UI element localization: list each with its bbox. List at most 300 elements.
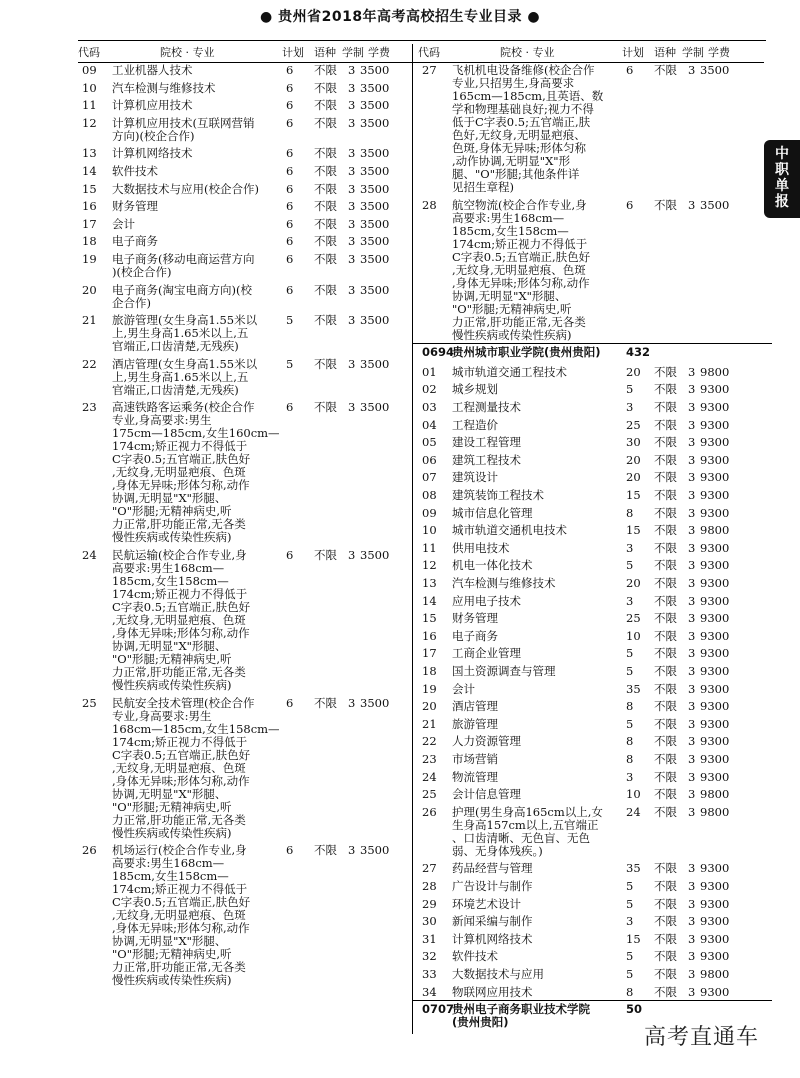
name-cell: 护理(男生身高165cm以上,女 生身高157cm以上,五官端正 、口齿清晰、无色盲、无色 弱、无身体残疾。) [452, 804, 603, 858]
code-cell: 28 [422, 197, 437, 212]
plan-cell: 3 [626, 540, 634, 555]
years-cell: 3 [348, 115, 356, 130]
section-tab [764, 140, 800, 218]
fee-cell: 3500 [360, 181, 390, 196]
years-cell: 3 [688, 417, 696, 432]
watermark: 高考直通车 [644, 1025, 760, 1050]
code-cell: 17 [422, 646, 437, 661]
code-cell: 24 [82, 548, 97, 562]
lang-cell: 不限 [654, 949, 677, 964]
plan-cell: 6 [626, 197, 634, 212]
lang-cell: 不限 [314, 63, 337, 77]
code-cell: 20 [422, 699, 437, 714]
name-cell: 电子商务 [112, 234, 158, 249]
years-cell: 3 [688, 734, 696, 749]
years-cell: 3 [348, 843, 356, 858]
lang-cell: 不限 [314, 164, 337, 178]
name-cell: 会计 [112, 216, 135, 231]
fee-cell: 9300 [700, 752, 730, 766]
years-cell: 3 [688, 861, 696, 876]
years-cell: 3 [348, 216, 356, 231]
plan-cell: 30 [626, 435, 641, 450]
code-cell: 27 [422, 63, 437, 77]
code-cell: 24 [422, 769, 437, 784]
code-cell: 12 [422, 558, 437, 573]
fee-cell: 9800 [700, 804, 730, 819]
name-cell: 计算机网络技术 [112, 146, 193, 161]
code-cell: 31 [422, 931, 437, 946]
fee-cell: 9300 [700, 734, 730, 749]
years-cell: 3 [688, 540, 696, 555]
plan-cell: 6 [286, 80, 294, 95]
code-cell: 22 [82, 356, 97, 371]
lang-cell: 不限 [654, 861, 677, 876]
plan-cell: 6 [286, 164, 294, 178]
fee-cell: 3500 [360, 282, 390, 297]
fee-cell: 3500 [360, 115, 390, 130]
lang-cell: 不限 [314, 181, 337, 196]
col-fee-header: 学费 [708, 46, 730, 59]
lang-cell: 不限 [314, 199, 337, 214]
plan-cell: 15 [626, 523, 641, 538]
col-years-header: 学制 [682, 46, 704, 59]
col-name-header: 院校 · 专业 [160, 46, 215, 59]
lang-cell: 不限 [654, 914, 677, 929]
code-cell: 03 [422, 400, 437, 414]
fee-cell: 9300 [700, 400, 730, 414]
code-cell: 09 [422, 505, 437, 520]
fee-cell: 9300 [700, 628, 730, 643]
lang-cell: 不限 [654, 593, 677, 608]
lang-cell: 不限 [654, 804, 677, 819]
code-cell: 10 [422, 523, 437, 538]
years-cell: 3 [688, 769, 696, 784]
code-cell: 17 [82, 216, 97, 231]
name-cell: 汽车检测与维修技术 [452, 576, 556, 590]
code-cell: 25 [422, 787, 437, 802]
lang-cell: 不限 [654, 699, 677, 714]
fee-cell: 3500 [360, 146, 390, 161]
plan-cell: 8 [626, 699, 634, 714]
col-code-header: 代码 [418, 46, 440, 59]
lang-cell: 不限 [314, 115, 337, 130]
lang-cell: 不限 [654, 628, 677, 643]
code-cell: 19 [422, 681, 437, 696]
fee-cell: 3500 [360, 548, 390, 562]
college-rule [412, 1000, 772, 1001]
years-cell: 3 [688, 197, 696, 212]
col-plan-header: 计划 [622, 46, 644, 59]
fee-cell: 3500 [360, 63, 390, 77]
col-code-header: 代码 [78, 46, 100, 59]
name-cell: 药品经营与管理 [452, 861, 533, 876]
years-cell: 3 [688, 382, 696, 397]
years-cell: 3 [688, 716, 696, 731]
years-cell: 3 [688, 879, 696, 893]
years-cell: 3 [688, 470, 696, 485]
years-cell: 3 [348, 63, 356, 77]
plan-cell: 50 [626, 1002, 643, 1017]
plan-cell: 6 [286, 216, 294, 231]
name-cell: 城市信息化管理 [452, 505, 533, 520]
code-cell: 25 [82, 695, 97, 710]
code-cell: 12 [82, 115, 97, 130]
name-cell: 会计 [452, 681, 475, 696]
years-cell: 3 [688, 63, 696, 77]
fee-cell: 9800 [700, 787, 730, 802]
fee-cell: 3500 [360, 164, 390, 178]
fee-cell: 9300 [700, 664, 730, 678]
years-cell: 3 [348, 234, 356, 249]
code-cell: 02 [422, 382, 437, 397]
plan-cell: 5 [626, 382, 634, 397]
name-cell: 贵州城市职业学院(贵州贵阳) [452, 345, 601, 360]
plan-cell: 5 [626, 896, 634, 911]
name-cell: 民航安全技术管理(校企合作 专业,身高要求:男生 168cm—185cm,女生158cm— 174cm;矫正视力不得低于 C字表0.5;五官端正,肤色好 ,无纹身,无明显疤痕、色斑 ,身体无异味;形体匀称,动作 协调,无明显"X"形腿、 "O"形腿;无精神病史,听 力正常,肝功能正常,无各类 慢性疾病或传染性疾病) [112, 695, 280, 840]
code-cell: 14 [422, 593, 437, 608]
lang-cell: 不限 [314, 843, 337, 858]
plan-cell: 3 [626, 914, 634, 929]
years-cell: 3 [348, 548, 356, 562]
plan-cell: 432 [626, 345, 651, 360]
section-tab-char: 中 [775, 146, 789, 162]
name-cell: 工程造价 [452, 417, 498, 432]
lang-cell: 不限 [654, 967, 677, 981]
lang-cell: 不限 [654, 63, 677, 77]
code-cell: 15 [422, 611, 437, 626]
plan-cell: 6 [286, 146, 294, 161]
code-cell: 11 [82, 98, 97, 113]
lang-cell: 不限 [654, 931, 677, 946]
lang-cell: 不限 [314, 400, 337, 415]
fee-cell: 9300 [700, 540, 730, 555]
years-cell: 3 [688, 752, 696, 766]
lang-cell: 不限 [314, 282, 337, 297]
plan-cell: 3 [626, 593, 634, 608]
years-cell: 3 [348, 181, 356, 196]
name-cell: 旅游管理(女生身高1.55米以 上,男生身高1.65米以上,五 官端正,口齿清楚,无残疾) [112, 313, 258, 354]
plan-cell: 25 [626, 417, 641, 432]
section-tab-char: 报 [775, 194, 789, 210]
plan-cell: 10 [626, 787, 641, 802]
plan-cell: 5 [626, 646, 634, 661]
code-cell: 28 [422, 879, 437, 893]
lang-cell: 不限 [654, 879, 677, 893]
name-cell: 酒店管理(女生身高1.55米以 上,男生身高1.65米以上,五 官端正,口齿清楚,无残疾) [112, 356, 258, 397]
name-cell: 贵州电子商务职业技术学院 (贵州贵阳) [452, 1002, 590, 1030]
name-cell: 汽车检测与维修技术 [112, 80, 216, 95]
code-cell: 16 [82, 199, 97, 214]
fee-cell: 9300 [700, 769, 730, 784]
plan-cell: 5 [626, 879, 634, 893]
fee-cell: 9300 [700, 646, 730, 661]
years-cell: 3 [348, 695, 356, 710]
code-cell: 0707 [422, 1002, 455, 1017]
name-cell: 建筑设计 [452, 470, 498, 485]
fee-cell: 9300 [700, 382, 730, 397]
plan-cell: 20 [626, 576, 641, 590]
col-years-header: 学制 [342, 46, 364, 59]
column-divider [412, 44, 413, 1034]
name-cell: 工程测量技术 [452, 400, 521, 414]
lang-cell: 不限 [314, 356, 337, 371]
fee-cell: 9300 [700, 435, 730, 450]
plan-cell: 6 [286, 98, 294, 113]
name-cell: 市场营销 [452, 752, 498, 766]
plan-cell: 5 [286, 356, 294, 371]
fee-cell: 3500 [360, 216, 390, 231]
years-cell: 3 [688, 984, 696, 999]
fee-cell: 9300 [700, 931, 730, 946]
college-rule [412, 343, 772, 344]
code-cell: 21 [82, 313, 97, 328]
plan-cell: 6 [286, 63, 294, 77]
right-column-header [418, 44, 763, 62]
name-cell: 工业机器人技术 [112, 63, 193, 77]
fee-cell: 9300 [700, 576, 730, 590]
name-cell: 供用电技术 [452, 540, 510, 555]
plan-cell: 5 [626, 558, 634, 573]
code-cell: 20 [82, 282, 97, 297]
fee-cell: 3500 [700, 197, 730, 212]
name-cell: 财务管理 [452, 611, 498, 626]
fee-cell: 9300 [700, 896, 730, 911]
name-cell: 电子商务 [452, 628, 498, 643]
fee-cell: 3500 [700, 63, 730, 77]
name-cell: 软件技术 [452, 949, 498, 964]
plan-cell: 6 [286, 548, 294, 562]
name-cell: 工商企业管理 [452, 646, 521, 661]
col-fee-header: 学费 [368, 46, 390, 59]
fee-cell: 9300 [700, 699, 730, 714]
name-cell: 机电一体化技术 [452, 558, 533, 573]
code-cell: 19 [82, 252, 97, 266]
plan-cell: 24 [626, 804, 641, 819]
name-cell: 人力资源管理 [452, 734, 521, 749]
name-cell: 环境艺术设计 [452, 896, 521, 911]
plan-cell: 3 [626, 769, 634, 784]
plan-cell: 5 [626, 716, 634, 731]
name-cell: 财务管理 [112, 199, 158, 214]
fee-cell: 9300 [700, 417, 730, 432]
plan-cell: 6 [286, 115, 294, 130]
lang-cell: 不限 [314, 98, 337, 113]
years-cell: 3 [688, 931, 696, 946]
col-lang-header: 语种 [654, 46, 676, 59]
name-cell: 酒店管理 [452, 699, 498, 714]
years-cell: 3 [688, 787, 696, 802]
years-cell: 3 [348, 313, 356, 328]
code-cell: 23 [422, 752, 437, 766]
plan-cell: 10 [626, 628, 641, 643]
lang-cell: 不限 [654, 523, 677, 538]
code-cell: 01 [422, 364, 437, 379]
fee-cell: 9300 [700, 593, 730, 608]
name-cell: 物联网应用技术 [452, 984, 533, 999]
fee-cell: 9300 [700, 452, 730, 467]
plan-cell: 20 [626, 452, 641, 467]
code-cell: 32 [422, 949, 437, 964]
lang-cell: 不限 [314, 313, 337, 328]
code-cell: 33 [422, 967, 437, 981]
section-tab-char: 职 [775, 162, 789, 178]
plan-cell: 3 [626, 400, 634, 414]
lang-cell: 不限 [654, 664, 677, 678]
code-cell: 05 [422, 435, 437, 450]
name-cell: 计算机应用技术 [112, 98, 193, 113]
years-cell: 3 [688, 646, 696, 661]
name-cell: 机场运行(校企合作专业,身 高要求:男生168cm— 185cm,女生158cm— 174cm;矫正视力不得低于 C字表0.5;五官端正,肤色好 ,无纹身,无明显疤痕、色斑 ,身体无异味;形体匀称,动作 协调,无明显"X"形腿、 "O"形腿;无精神病史,听 力正常,肝功能正常,无各类 慢性疾病或传染性疾病) [112, 843, 251, 988]
plan-cell: 6 [286, 695, 294, 710]
plan-cell: 15 [626, 931, 641, 946]
code-cell: 09 [82, 63, 97, 77]
code-cell: 29 [422, 896, 437, 911]
fee-cell: 9300 [700, 470, 730, 485]
years-cell: 3 [688, 896, 696, 911]
plan-cell: 8 [626, 752, 634, 766]
plan-cell: 6 [286, 252, 294, 266]
name-cell: 城市轨道交通工程技术 [452, 364, 567, 379]
lang-cell: 不限 [314, 80, 337, 95]
fee-cell: 9300 [700, 716, 730, 731]
name-cell: 电子商务(淘宝电商方向)(校 企合作) [112, 282, 252, 310]
lang-cell: 不限 [654, 611, 677, 626]
years-cell: 3 [348, 282, 356, 297]
fee-cell: 3500 [360, 313, 390, 328]
lang-cell: 不限 [654, 681, 677, 696]
lang-cell: 不限 [314, 252, 337, 266]
name-cell: 物流管理 [452, 769, 498, 784]
years-cell: 3 [688, 488, 696, 502]
plan-cell: 8 [626, 984, 634, 999]
code-cell: 10 [82, 80, 97, 95]
years-cell: 3 [688, 435, 696, 450]
fee-cell: 3500 [360, 199, 390, 214]
lang-cell: 不限 [654, 400, 677, 414]
plan-cell: 5 [626, 664, 634, 678]
plan-cell: 5 [626, 967, 634, 981]
plan-cell: 6 [286, 181, 294, 196]
name-cell: 城乡规划 [452, 382, 498, 397]
page-title: ● 贵州省2018年高考高校招生专业目录 ● [260, 9, 541, 25]
plan-cell: 35 [626, 681, 641, 696]
lang-cell: 不限 [314, 216, 337, 231]
fee-cell: 9300 [700, 558, 730, 573]
lang-cell: 不限 [654, 435, 677, 450]
lang-cell: 不限 [654, 734, 677, 749]
code-cell: 13 [82, 146, 97, 161]
lang-cell: 不限 [314, 234, 337, 249]
header-rule [78, 40, 766, 41]
code-cell: 21 [422, 716, 437, 731]
years-cell: 3 [688, 967, 696, 981]
fee-cell: 3500 [360, 252, 390, 266]
name-cell: 广告设计与制作 [452, 879, 533, 893]
name-cell: 计算机网络技术 [452, 931, 533, 946]
lang-cell: 不限 [654, 197, 677, 212]
name-cell: 新闻采编与制作 [452, 914, 533, 929]
lang-cell: 不限 [654, 540, 677, 555]
plan-cell: 6 [286, 400, 294, 415]
plan-cell: 35 [626, 861, 641, 876]
lang-cell: 不限 [654, 417, 677, 432]
fee-cell: 3500 [360, 80, 390, 95]
years-cell: 3 [688, 611, 696, 626]
lang-cell: 不限 [654, 505, 677, 520]
plan-cell: 25 [626, 611, 641, 626]
years-cell: 3 [688, 593, 696, 608]
years-cell: 3 [688, 628, 696, 643]
lang-cell: 不限 [654, 984, 677, 999]
code-cell: 11 [422, 540, 437, 555]
years-cell: 3 [348, 252, 356, 266]
name-cell: 飞机机电设备维修(校企合作 专业,只招男生,身高要求 165cm—185cm,且英语、数 学和物理基础良好;视力不得 低于C字表0.5;五官端正,肤 色好,无纹身,无明显疤痕、 色斑,身体无异味;形体匀称 ,动作协调,无明显"X"形 腿、"O"形腿;其他条件详 见招生章程) [452, 63, 604, 194]
fee-cell: 9300 [700, 861, 730, 876]
code-cell: 23 [82, 400, 97, 415]
plan-cell: 20 [626, 470, 641, 485]
years-cell: 3 [688, 949, 696, 964]
fee-cell: 9300 [700, 879, 730, 893]
years-cell: 3 [688, 452, 696, 467]
years-cell: 3 [348, 356, 356, 371]
fee-cell: 9300 [700, 505, 730, 520]
fee-cell: 9300 [700, 949, 730, 964]
plan-cell: 6 [286, 843, 294, 858]
code-cell: 30 [422, 914, 437, 929]
code-cell: 0694 [422, 345, 455, 360]
fee-cell: 9300 [700, 984, 730, 999]
years-cell: 3 [348, 400, 356, 415]
name-cell: 国土资源调查与管理 [452, 664, 556, 678]
fee-cell: 3500 [360, 234, 390, 249]
fee-cell: 9800 [700, 523, 730, 538]
name-cell: 大数据技术与应用 [452, 967, 544, 981]
col-lang-header: 语种 [314, 46, 336, 59]
code-cell: 08 [422, 488, 437, 502]
fee-cell: 3500 [360, 400, 390, 415]
code-cell: 14 [82, 164, 97, 178]
plan-cell: 6 [286, 282, 294, 297]
years-cell: 3 [348, 146, 356, 161]
name-cell: 电子商务(移动电商运营方向 )(校企合作) [112, 252, 255, 279]
years-cell: 3 [688, 914, 696, 929]
name-cell: 计算机应用技术(互联网营销 方向)(校企合作) [112, 115, 255, 143]
years-cell: 3 [688, 400, 696, 414]
years-cell: 3 [688, 505, 696, 520]
code-cell: 16 [422, 628, 437, 643]
name-cell: 城市轨道交通机电技术 [452, 523, 567, 538]
years-cell: 3 [688, 681, 696, 696]
lang-cell: 不限 [654, 488, 677, 502]
code-cell: 26 [82, 843, 97, 858]
lang-cell: 不限 [314, 695, 337, 710]
plan-cell: 6 [626, 63, 634, 77]
lang-cell: 不限 [314, 548, 337, 562]
lang-cell: 不限 [654, 896, 677, 911]
col-name-header: 院校 · 专业 [500, 46, 555, 59]
name-cell: 航空物流(校企合作专业,身 高要求:男生168cm— 185cm,女生158cm— 174cm;矫正视力不得低于 C字表0.5;五官端正,肤色好 ,无纹身,无明显疤痕、色斑 ,身体无异味;形体匀称,动作 协调,无明显"X"形腿、 "O"形腿;无精神病史,听 力正常,肝功能正常,无各类 慢性疾病或传染性疾病) [452, 197, 591, 342]
years-cell: 3 [348, 98, 356, 113]
name-cell: 应用电子技术 [452, 593, 521, 608]
years-cell: 3 [348, 164, 356, 178]
left-column-header [78, 44, 408, 62]
years-cell: 3 [688, 664, 696, 678]
lang-cell: 不限 [654, 558, 677, 573]
years-cell: 3 [688, 523, 696, 538]
lang-cell: 不限 [654, 646, 677, 661]
years-cell: 3 [688, 364, 696, 379]
lang-cell: 不限 [314, 146, 337, 161]
